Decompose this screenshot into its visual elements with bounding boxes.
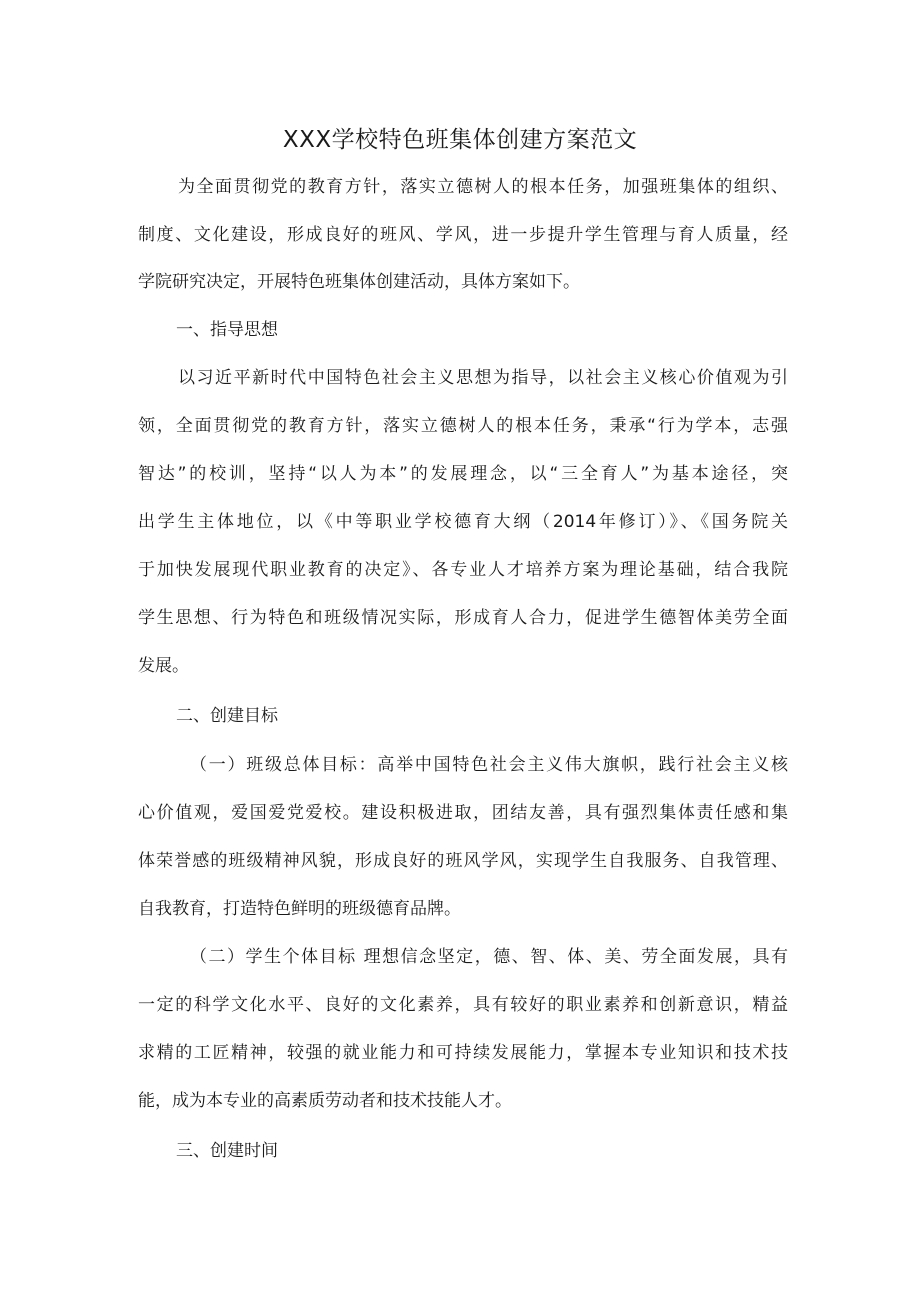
paragraph-line: 制度、文化建设，形成良好的班风、学风，进一步提升学生管理与育人质量，经 (138, 225, 788, 245)
section-heading: 三、创建时间 (176, 1141, 278, 1161)
paragraph-line: 学院研究决定，开展特色班集体创建活动，具体方案如下。 (138, 272, 580, 292)
section-heading: 一、指导思想 (176, 320, 278, 340)
paragraph-line: 心价值观，爱国爱党爱校。建设积极进取，团结友善，具有强烈集体责任感和集 (138, 803, 788, 823)
paragraph-line: 求精的工匠精神，较强的就业能力和可持续发展能力，掌握本专业知识和技术技 (138, 1043, 788, 1063)
paragraph-line: 发展。 (138, 656, 189, 676)
paragraph-line: 自我教育，打造特色鲜明的班级德育品牌。 (138, 899, 461, 919)
paragraph-line: 体荣誉感的班级精神风貌，形成良好的班风学风，实现学生自我服务、自我管理、 (138, 851, 788, 871)
section-heading: 二、创建目标 (176, 706, 278, 726)
paragraph-line: 领，全面贯彻党的教育方针，落实立德树人的根本任务，秉承“行为学本，志强 (138, 416, 788, 436)
paragraph-line: 一定的科学文化水平、良好的文化素养，具有较好的职业素养和创新意识，精益 (138, 995, 788, 1015)
paragraph-line: 为全面贯彻党的教育方针，落实立德树人的根本任务，加强班集体的组织、 (178, 177, 788, 197)
paragraph-line: 能，成为本专业的高素质劳动者和技术技能人才。 (138, 1091, 512, 1111)
paragraph-line: 智达”的校训，坚持“以人为本”的发展理念，以“三全育人”为基本途径，突 (138, 464, 788, 484)
document-title: XXX学校特色班集体创建方案范文 (282, 127, 638, 153)
paragraph-line: 于加快发展现代职业教育的决定》、各专业人才培养方案为理论基础，结合我院 (138, 560, 788, 580)
paragraph-line: 出学生主体地位，以《中等职业学校德育大纲（2014年修订）》、《国务院关 (138, 512, 788, 532)
paragraph-line: 以习近平新时代中国特色社会主义思想为指导，以社会主义核心价值观为引 (178, 368, 788, 388)
paragraph-line: （一）班级总体目标：高举中国特色社会主义伟大旗帜，践行社会主义核 (190, 755, 788, 775)
paragraph-line: （二）学生个体目标 理想信念坚定，德、智、体、美、劳全面发展，具有 (190, 947, 788, 967)
paragraph-line: 学生思想、行为特色和班级情况实际，形成育人合力，促进学生德智体美劳全面 (138, 608, 788, 628)
